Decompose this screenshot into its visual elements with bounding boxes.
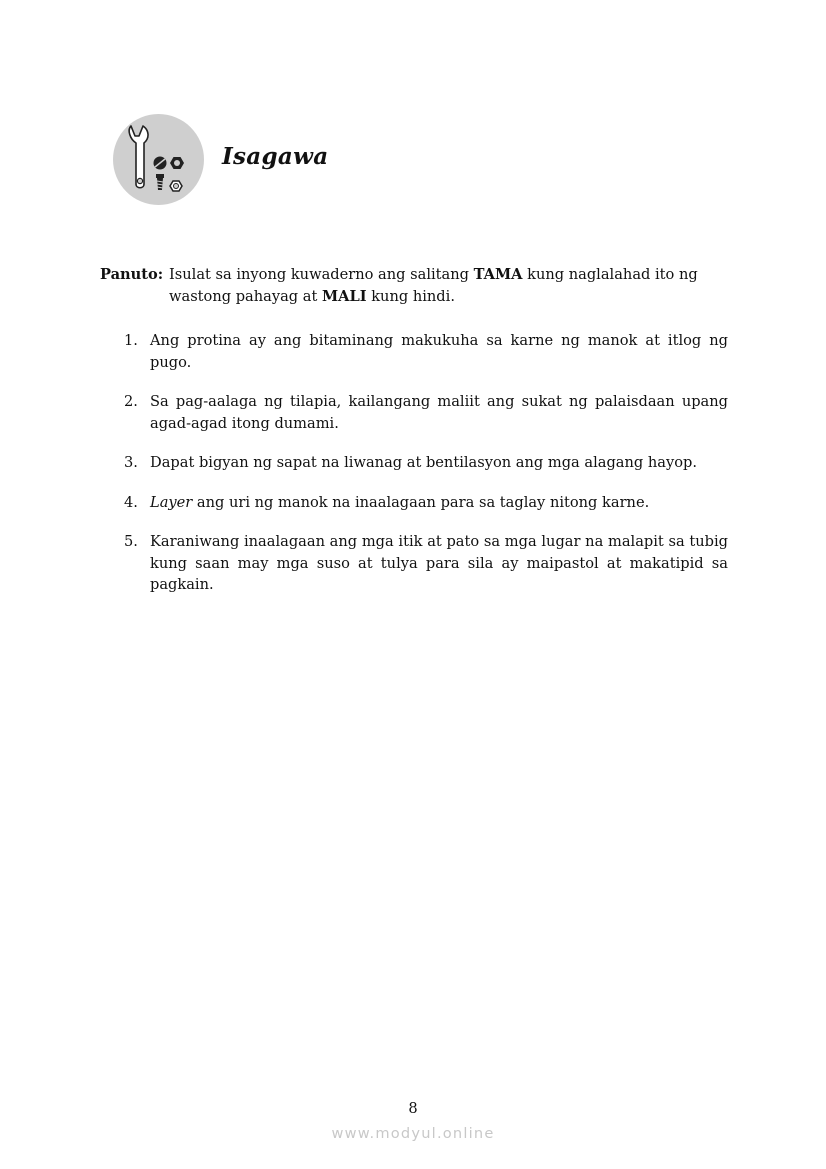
item-text: Sa pag-aalaga ng tilapia, kailangang maliit ang sukat ng palaisdaan upang agad-agad itong dumami. <box>150 393 728 432</box>
keyword-tama: TAMA <box>473 266 523 283</box>
item-number: 1. <box>124 332 138 349</box>
item-text: ang uri ng manok na inaalagaan para sa taglay nitong karne. <box>192 493 650 511</box>
directions-line-1 <box>169 264 728 286</box>
item-number: 5. <box>124 533 138 550</box>
item-number: 4. <box>124 493 138 511</box>
list-item <box>124 330 728 373</box>
directions <box>100 264 728 308</box>
directions-text: wastong pahayag at <box>169 288 322 305</box>
directions-line-2 <box>169 286 728 308</box>
item-number: 3. <box>124 454 138 471</box>
watermark: www.modyul.online <box>331 1125 495 1142</box>
item-text: Dapat bigyan ng sapat na liwanag at bentilasyon ang mga alagang hayop. <box>150 454 697 471</box>
list-item <box>124 452 728 474</box>
keyword-mali: MALI <box>322 288 367 305</box>
item-term: Layer <box>150 493 193 511</box>
item-text: Karaniwang inaalagaan ang mga itik at pato sa mga lugar na malapit sa tubig kung saan may mga suso at tulya para sila ay maipastol at makatipid sa pagkain. <box>150 533 728 593</box>
list-item <box>124 492 728 514</box>
item-list <box>124 330 728 596</box>
directions-text: kung naglalahad ito ng <box>522 266 698 283</box>
directions-label: Panuto: <box>100 266 164 283</box>
directions-text: kung hindi. <box>366 288 455 305</box>
item-number: 2. <box>124 393 138 410</box>
item-text: Ang protina ay ang bitaminang makukuha sa karne ng manok at itlog ng pugo. <box>150 332 728 371</box>
list-item <box>124 391 728 434</box>
section-title: Isagawa <box>222 143 329 170</box>
directions-text: Isulat sa inyong kuwaderno ang salitang <box>169 266 474 283</box>
list-item <box>124 531 728 596</box>
tools-icon <box>113 114 204 205</box>
page-number: 8 <box>408 1100 418 1117</box>
